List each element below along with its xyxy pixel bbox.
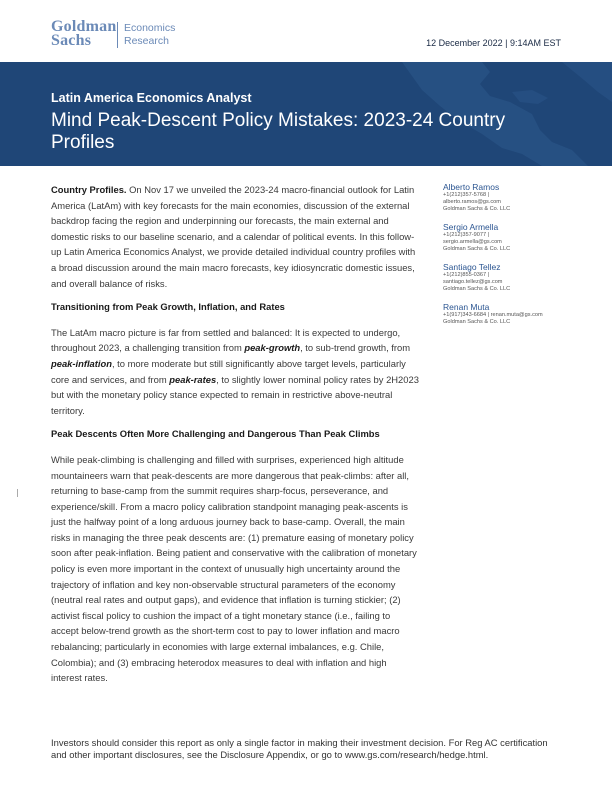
economics-research-label — [124, 22, 175, 48]
author-name: Renan Muta — [443, 302, 490, 312]
author-name: Alberto Ramos — [443, 182, 500, 192]
section2-heading: Peak Descents Often More Challenging and Dangerous Than Peak Climbs — [51, 428, 380, 440]
s1-emphasis-1: peak-growth — [244, 342, 301, 354]
author-name: Sergio Armella — [443, 222, 499, 232]
section2-paragraph: While peak-climbing is challenging and filled with surprises, experienced high altitude mountaineers warn that peak-descents are more dangerous that peak-climbs: after all, returning to base-camp from the summit requires sharp-focus, perseverance, and experience/skill. From a macro policy calibration standpoint managing peak-ascents is just the halfway point of a long arduous journey back to base-camp. Overall, the main risks in managing the three peak descents are: (1) premature easing of monetary policy soon after peak-inflation. Being patient and conservative with the calibration of monetary policy is even more important in the context of unusually high uncertainty around the trajectory of inflation and key non-observable structural parameters of the economy (neutral real rates and output gaps), and evidence that inflation is turning stickier; (2) activist fiscal policy to cushion the impact of a tight monetary stance (i.e., failing to accept below-trend growth as the short-term cost to pay to lower inflation and macro rebalancing; particularly in economies with large external imbalances, e.g. Chile, Colombia); and (3) embracing heterodox measures to deal with inflation and high interest rates. — [51, 453, 417, 684]
logo-line-1: Goldman — [51, 18, 117, 35]
author-phone: +1(212)855-0367 | — [443, 272, 490, 278]
logo-divider — [117, 22, 118, 48]
series-name: Latin America Economics Analyst — [51, 91, 252, 105]
intro-text: On Nov 17 we unveiled the 2023-24 macro-financial outlook for Latin America (LatAm) with key forecasts for the main economies, discussion of the external backdrop facing the region and underpinning our forecasts, the main external and domestic risks to our baseline scenario, and a calendar of political events. In this follow-up Latin America Economics Analyst, we provide detailed individual country profiles with a broad discussion around the main macro forecasts, key idiosyncratic domestic issues, and overall balance of risks. — [51, 184, 416, 289]
disclosure-footer: Investors should consider this report as only a single factor in making their investment decision. For Reg AC certification and other important disclosures, see the Disclosure Appendix, or go to www.gs.com/research/hedge.html. — [51, 737, 548, 761]
s1-emphasis-2: peak-inflation — [51, 357, 112, 369]
margin-mark — [17, 489, 18, 497]
top-header — [0, 0, 612, 62]
author-email[interactable]: santiago.tellez@gs.com — [443, 279, 503, 285]
section1-paragraph — [51, 325, 419, 419]
s1-text-4: , to slightly lower nominal policy rates by 2H2023 but with the monetary policy stance expected to remain in restrictive above-neutral territory. — [51, 373, 419, 416]
author-card — [443, 222, 573, 253]
intro-lead: Country Profiles. — [51, 184, 127, 195]
s1-text-1: The LatAm macro picture is far from settled and balanced: It is expected to undergo, throughout 2023, a challenging transition from — [51, 326, 401, 354]
logo-line-2: Sachs — [51, 32, 92, 49]
author-phone: +1(212)357-9077 | — [443, 232, 490, 238]
goldman-sachs-logo — [51, 20, 121, 48]
s1-text-3: , to more moderate but still significantly above target levels, particularly core and services, and from — [51, 357, 406, 385]
author-firm: Goldman Sachs & Co. LLC — [443, 206, 511, 212]
logo-sub-line-2: Research — [124, 35, 169, 47]
author-firm: Goldman Sachs & Co. LLC — [443, 286, 511, 292]
s1-text-2: , to sub-trend growth, from — [300, 342, 411, 354]
intro-paragraph — [51, 182, 419, 291]
author-card — [443, 302, 573, 326]
author-email[interactable]: alberto.ramos@gs.com — [443, 199, 501, 205]
section1-heading: Transitioning from Peak Growth, Inflation, and Rates — [51, 301, 285, 313]
page-title: Mind Peak-Descent Policy Mistakes: 2023-24 Country Profiles — [51, 110, 506, 153]
author-phone: +1(212)357-5768 | — [443, 192, 490, 198]
author-card — [443, 182, 573, 213]
s1-emphasis-3: peak-rates — [169, 373, 217, 385]
author-name: Santiago Tellez — [443, 262, 501, 272]
logo-sub-line-1: Economics — [124, 22, 176, 34]
publication-date: 12 December 2022 | 9:14AM EST — [426, 38, 561, 48]
main-column — [51, 182, 419, 694]
author-firm: Goldman Sachs & Co. LLC — [443, 319, 511, 325]
author-card — [443, 262, 573, 293]
authors-sidebar — [443, 182, 573, 335]
author-phone-email[interactable]: +1(917)343-6684 | renan.muta@gs.com — [443, 312, 543, 318]
author-firm: Goldman Sachs & Co. LLC — [443, 246, 511, 252]
author-email[interactable]: sergio.armella@gs.com — [443, 239, 502, 245]
